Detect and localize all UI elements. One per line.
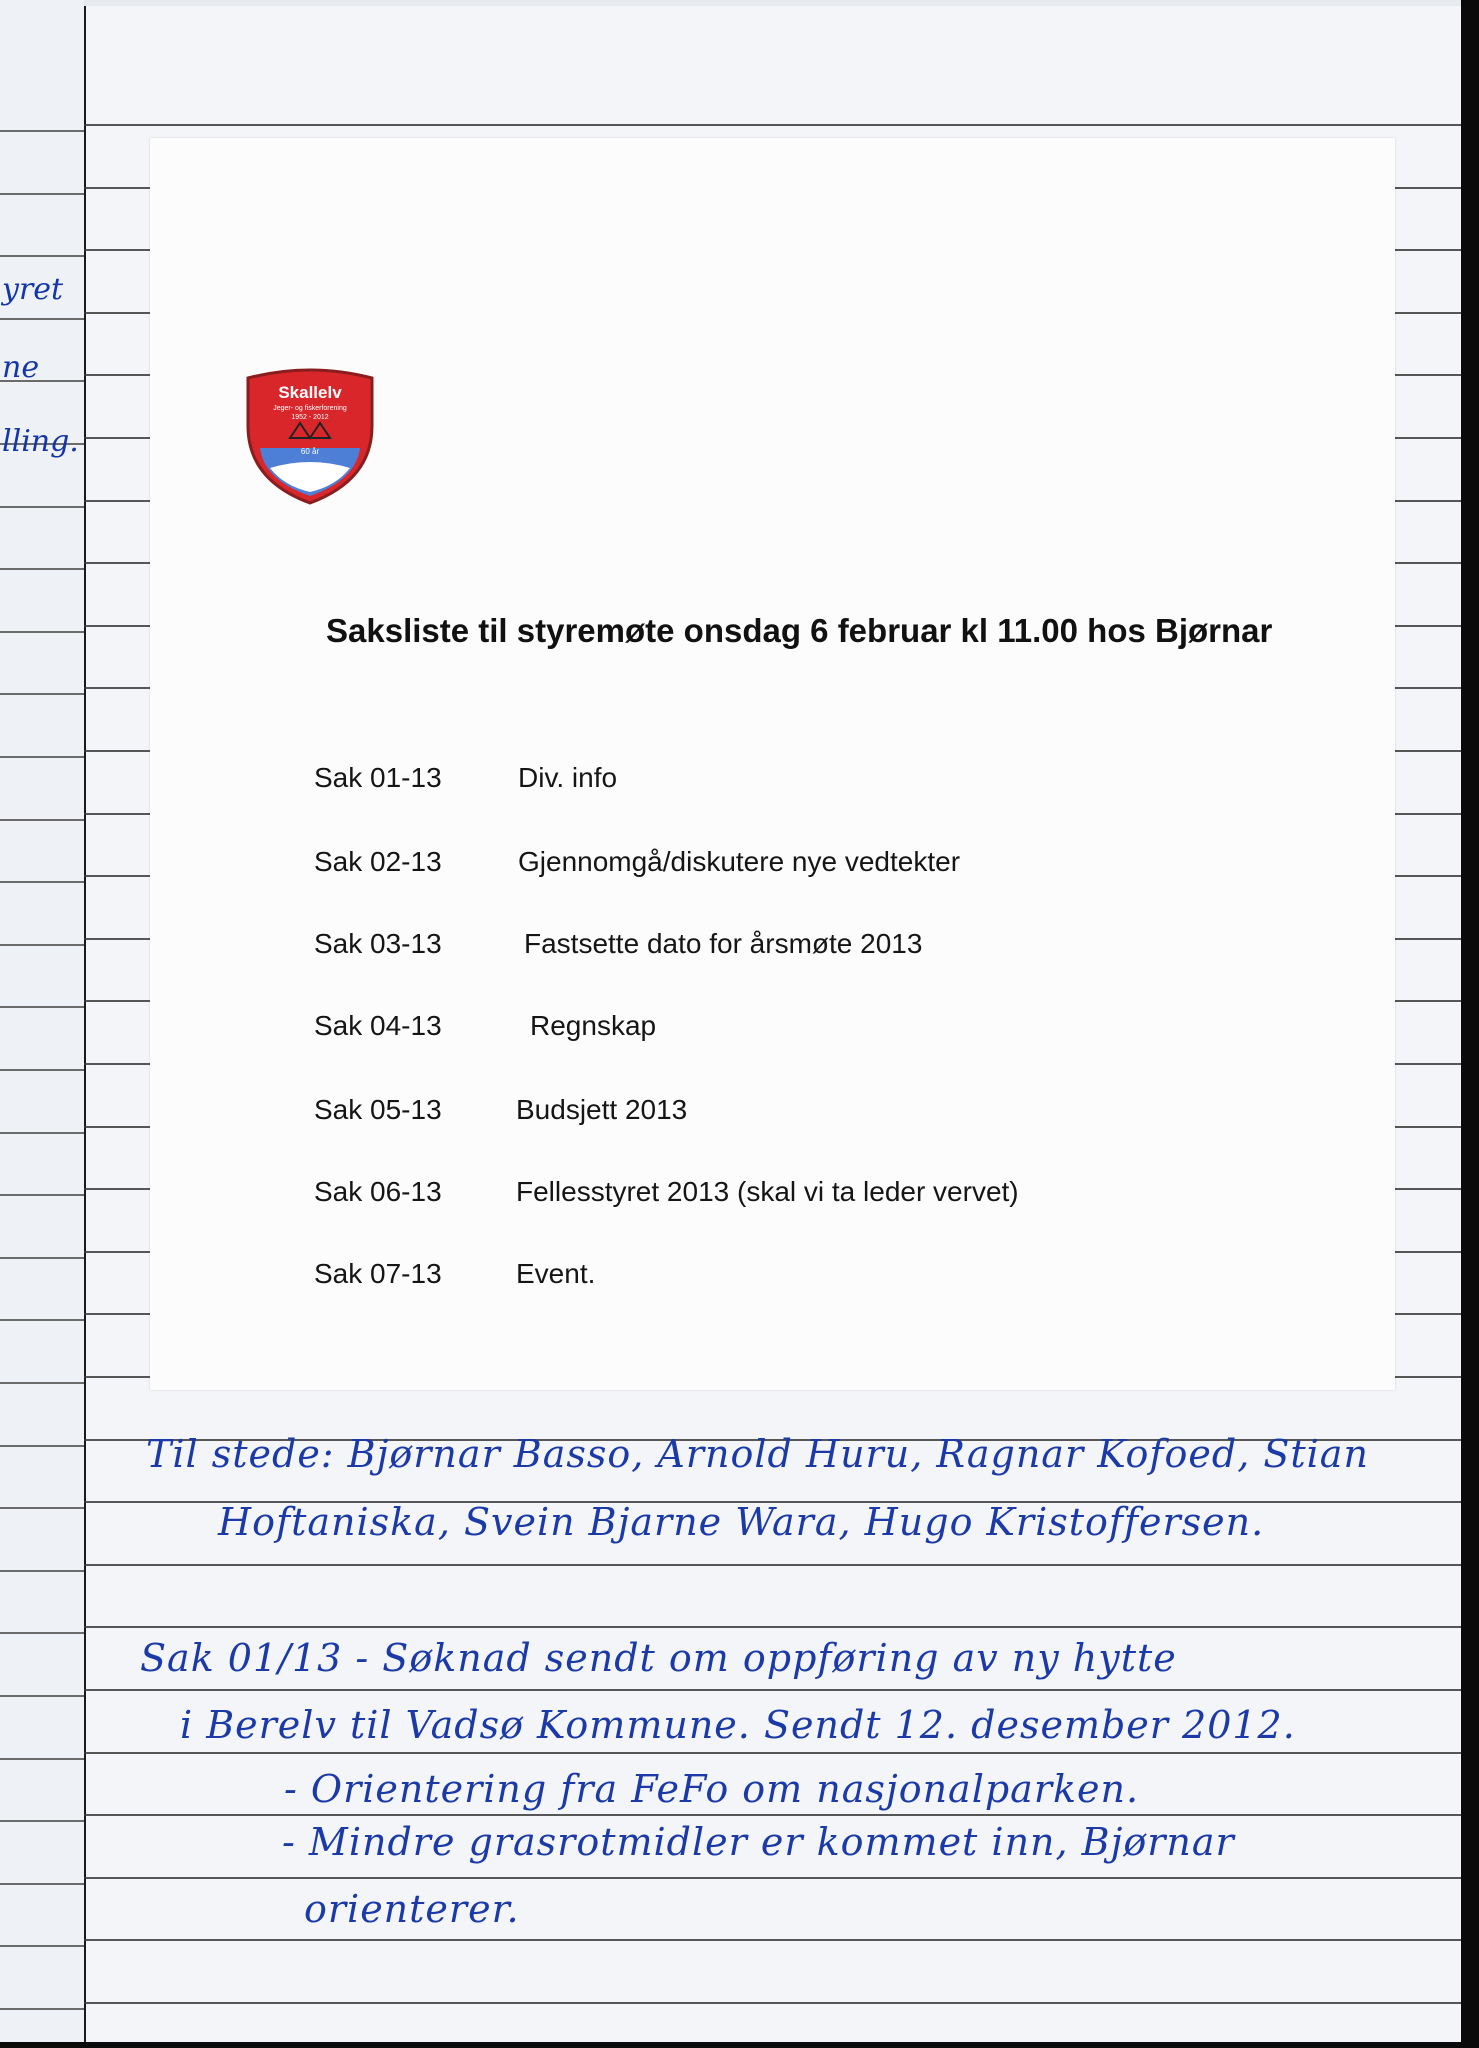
margin-note: yret bbox=[2, 272, 64, 307]
agenda-item bbox=[150, 762, 1395, 802]
margin-ruled-line bbox=[0, 1006, 84, 1008]
logo-subtitle: Jeger- og fiskerforening bbox=[273, 405, 347, 412]
margin-ruled-line bbox=[0, 1945, 84, 1947]
margin-ruled-line bbox=[0, 1132, 84, 1134]
margin-note: lling. bbox=[2, 424, 79, 459]
margin-ruled-line bbox=[0, 255, 84, 257]
margin-ruled-line bbox=[0, 318, 84, 320]
item-text: Fellesstyret 2013 (skal vi ta leder vervet) bbox=[516, 1176, 1019, 1207]
margin-ruled-line bbox=[0, 1695, 84, 1697]
item-text: Regnskap bbox=[530, 1010, 657, 1041]
agenda-item bbox=[150, 846, 1395, 886]
item-code: Sak 04-13 bbox=[314, 1010, 442, 1041]
ruled-line bbox=[84, 1752, 1479, 1754]
handwritten-line: Til stede: Bjørnar Basso, Arnold Huru, Ragnar Kofoed, Stian bbox=[146, 1432, 1369, 1476]
notebook-margin bbox=[0, 0, 86, 2048]
agenda-item bbox=[150, 1010, 1395, 1050]
margin-ruled-line bbox=[0, 1883, 84, 1885]
margin-ruled-line bbox=[0, 506, 84, 508]
item-text: Div. info bbox=[518, 762, 618, 793]
margin-ruled-line bbox=[0, 881, 84, 883]
margin-ruled-line bbox=[0, 693, 84, 695]
margin-ruled-line bbox=[0, 756, 84, 758]
ruled-line bbox=[84, 1564, 1479, 1566]
agenda-item bbox=[150, 1176, 1395, 1216]
page-top-edge bbox=[84, 0, 1479, 6]
margin-ruled-line bbox=[0, 1632, 84, 1634]
margin-ruled-line bbox=[0, 1820, 84, 1822]
ruled-line bbox=[84, 1626, 1479, 1628]
scan-border-right bbox=[1461, 0, 1479, 2048]
item-text: Budsjett 2013 bbox=[516, 1094, 688, 1125]
agenda-sheet bbox=[150, 138, 1395, 1390]
item-code: Sak 03-13 bbox=[314, 928, 442, 959]
logo-name: Skallelv bbox=[278, 383, 342, 402]
handwritten-line: i Berelv til Vadsø Kommune. Sendt 12. desember 2012. bbox=[180, 1703, 1296, 1747]
margin-ruled-line bbox=[0, 631, 84, 633]
ruled-line bbox=[84, 1939, 1479, 1941]
margin-ruled-line bbox=[0, 1382, 84, 1384]
margin-ruled-line bbox=[0, 1069, 84, 1071]
margin-ruled-line bbox=[0, 130, 84, 132]
handwritten-line: Hoftaniska, Svein Bjarne Wara, Hugo Kristoffersen. bbox=[218, 1500, 1265, 1544]
handwritten-line: orienterer. bbox=[304, 1887, 520, 1931]
ruled-line bbox=[84, 124, 1479, 126]
margin-ruled-line bbox=[0, 193, 84, 195]
item-text: Event. bbox=[516, 1258, 596, 1289]
item-text: Gjennomgå/diskutere nye vedtekter bbox=[518, 846, 961, 877]
item-code: Sak 07-13 bbox=[314, 1258, 442, 1289]
item-code: Sak 06-13 bbox=[314, 1176, 442, 1207]
item-code: Sak 02-13 bbox=[314, 846, 442, 877]
agenda-item bbox=[150, 1094, 1395, 1134]
margin-ruled-line bbox=[0, 1194, 84, 1196]
handwritten-line: - Mindre grasrotmidler er kommet inn, Bjørnar bbox=[282, 1820, 1235, 1864]
agenda-item bbox=[150, 1258, 1395, 1298]
margin-ruled-line bbox=[0, 1507, 84, 1509]
item-code: Sak 05-13 bbox=[314, 1094, 442, 1125]
scan-border-bottom bbox=[0, 2042, 1479, 2048]
agenda-item bbox=[150, 928, 1395, 968]
handwritten-line: Sak 01/13 - Søknad sendt om oppføring av ny hytte bbox=[140, 1636, 1177, 1680]
margin-ruled-line bbox=[0, 819, 84, 821]
ruled-line bbox=[84, 1877, 1479, 1879]
item-code: Sak 01-13 bbox=[314, 762, 442, 793]
agenda-title: Saksliste til styremøte onsdag 6 februar kl 11.00 hos Bjørnar bbox=[326, 612, 1273, 649]
margin-ruled-line bbox=[0, 1319, 84, 1321]
ruled-line bbox=[84, 1689, 1479, 1691]
handwritten-line: - Orientering fra FeFo om nasjonalparken. bbox=[284, 1767, 1140, 1811]
club-logo bbox=[240, 368, 380, 508]
logo-years: 1952 - 2012 bbox=[291, 414, 329, 421]
ruled-line bbox=[84, 1814, 1479, 1816]
margin-ruled-line bbox=[0, 1570, 84, 1572]
margin-ruled-line bbox=[0, 944, 84, 946]
ruled-line bbox=[84, 2002, 1479, 2004]
margin-ruled-line bbox=[0, 2008, 84, 2010]
margin-ruled-line bbox=[0, 1445, 84, 1447]
logo-anniversary: 60 år bbox=[300, 447, 320, 456]
item-text: Fastsette dato for årsmøte 2013 bbox=[524, 928, 923, 959]
margin-ruled-line bbox=[0, 568, 84, 570]
margin-note: ne bbox=[2, 350, 40, 385]
margin-ruled-line bbox=[0, 1257, 84, 1259]
margin-ruled-line bbox=[0, 1758, 84, 1760]
